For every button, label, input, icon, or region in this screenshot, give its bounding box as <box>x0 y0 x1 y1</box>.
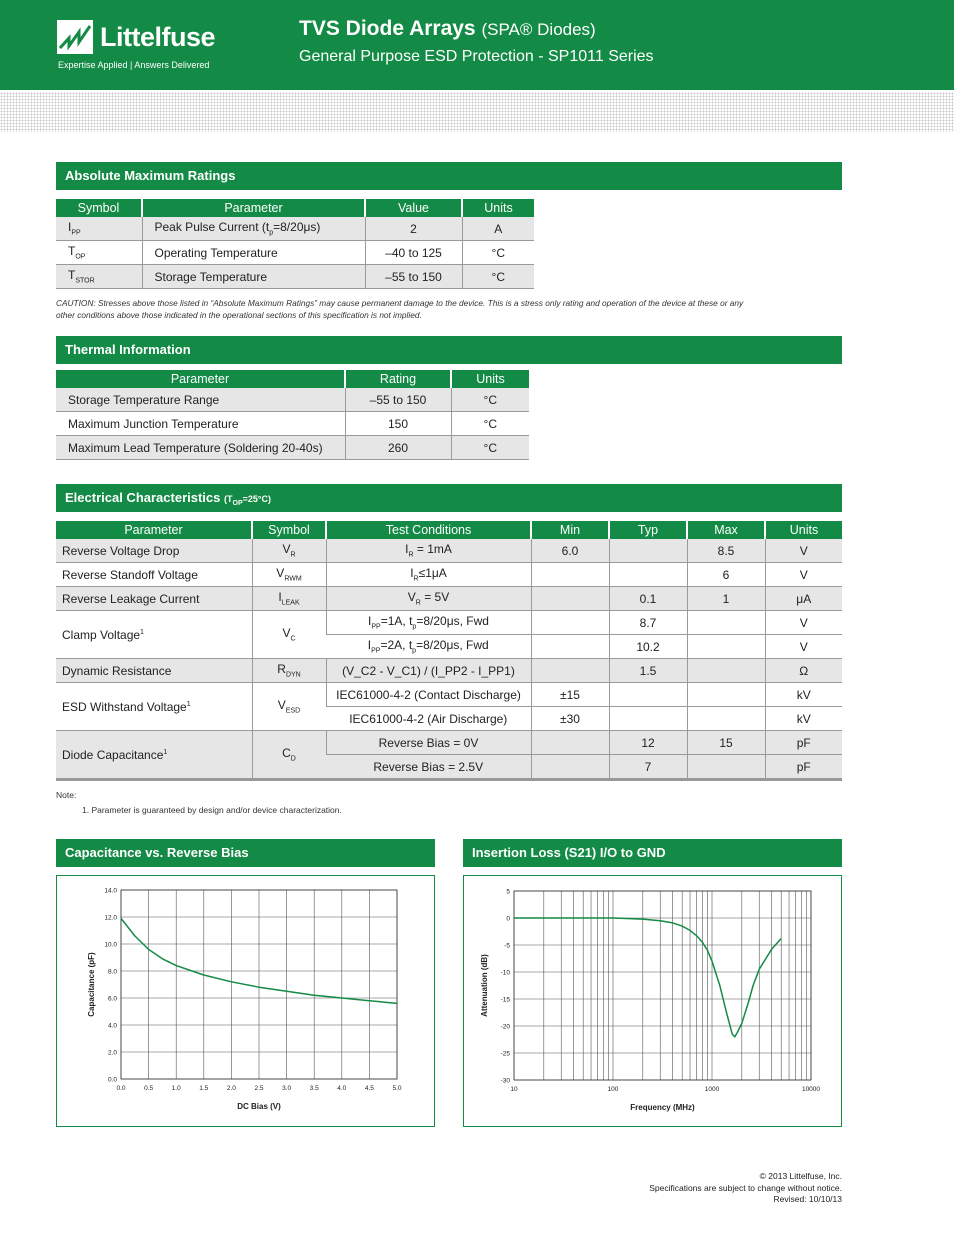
brand-name: Littelfuse <box>100 22 216 52</box>
table-row <box>56 563 842 587</box>
x-axis-label: Frequency (MHz) <box>630 1103 695 1112</box>
units-cell: kV <box>765 707 842 731</box>
y-tick-label: 10.0 <box>104 941 117 949</box>
dot-pattern-band <box>0 92 954 132</box>
x-tick-label: 5.0 <box>392 1085 402 1092</box>
parameter-cell: Maximum Lead Temperature (Soldering 20-40s) <box>56 436 345 460</box>
x-tick-label: 1.5 <box>199 1085 209 1092</box>
max-cell <box>687 659 765 683</box>
units-cell: V <box>765 539 842 563</box>
units-cell: °C <box>462 241 534 265</box>
table-row <box>56 731 842 755</box>
x-tick-label: 1000 <box>704 1086 720 1093</box>
condition-cell: Reverse Bias = 2.5V <box>326 755 531 780</box>
condition-cell: (V_C2 - V_C1) / (I_PP2 - I_PP1) <box>326 659 531 683</box>
condition-cell: IEC61000-4-2 (Air Discharge) <box>326 707 531 731</box>
insertion-loss-chart-frame <box>463 875 842 1127</box>
rating-cell: 260 <box>345 436 451 460</box>
units-cell: V <box>765 611 842 635</box>
table-row <box>56 436 529 460</box>
col-header: Min <box>531 521 609 539</box>
rating-cell: 150 <box>345 412 451 436</box>
units-cell: Ω <box>765 659 842 683</box>
col-header: Parameter <box>142 199 365 217</box>
symbol-cell: $V_{ESD}$ <box>252 683 326 731</box>
min-cell: ±30 <box>531 707 609 731</box>
col-header: Parameter <box>56 370 345 388</box>
table-row <box>56 611 842 635</box>
units-cell: pF <box>765 731 842 755</box>
units-cell: V <box>765 563 842 587</box>
y-tick-label: 5 <box>506 888 510 896</box>
typ-cell <box>609 563 687 587</box>
col-header: Typ <box>609 521 687 539</box>
table-row <box>56 683 842 707</box>
parameter-cell: Maximum Junction Temperature <box>56 412 345 436</box>
max-cell <box>687 683 765 707</box>
col-header: Symbol <box>56 199 142 217</box>
col-header: Units <box>451 370 529 388</box>
units-cell: A <box>462 217 534 241</box>
plot-frame <box>514 891 811 1080</box>
table-row <box>56 587 842 611</box>
table-row <box>56 241 534 265</box>
units-cell: kV <box>765 683 842 707</box>
condition-cell: $I_R\le 1\mu A$ <box>326 563 531 587</box>
table-row <box>56 539 842 563</box>
max-cell: 15 <box>687 731 765 755</box>
section-heading-thermal: Thermal Information <box>56 336 842 364</box>
condition-cell: $I_{PP}=2A$, $t_p=8/20\mu s$, Fwd <box>326 635 531 659</box>
max-cell <box>687 755 765 780</box>
min-cell <box>531 635 609 659</box>
max-cell: 6 <box>687 563 765 587</box>
x-axis-label: DC Bias (V) <box>237 1102 281 1111</box>
y-tick-label: 6.0 <box>107 995 117 1003</box>
condition-cell: Reverse Bias = 0V <box>326 731 531 755</box>
y-tick-label: -30 <box>500 1077 510 1085</box>
x-tick-label: 4.0 <box>337 1085 347 1092</box>
value-cell: 2 <box>365 217 462 241</box>
table-row <box>56 659 842 683</box>
y-tick-label: -5 <box>504 942 510 950</box>
value-cell: –55 to 150 <box>365 265 462 289</box>
value-cell: –40 to 125 <box>365 241 462 265</box>
page-footer <box>649 1171 842 1206</box>
typ-cell <box>609 683 687 707</box>
parameter-cell: Reverse Leakage Current <box>56 587 252 611</box>
y-tick-label: -20 <box>500 1023 510 1031</box>
units-cell: μA <box>765 587 842 611</box>
max-cell: 1 <box>687 587 765 611</box>
units-cell: °C <box>462 265 534 289</box>
x-tick-label: 10 <box>510 1086 518 1093</box>
y-axis-label: Capacitance (pF) <box>87 952 96 1017</box>
units-cell: °C <box>451 436 529 460</box>
col-header: Symbol <box>252 521 326 539</box>
revision-date: Revised: 10/10/13 <box>773 1194 842 1204</box>
section-heading-amr: Absolute Maximum Ratings <box>56 162 842 190</box>
min-cell <box>531 611 609 635</box>
condition-cell: $I_R = 1mA$ <box>326 539 531 563</box>
section-heading-insertion-loss-chart: Insertion Loss (S21) I/O to GND <box>463 839 842 867</box>
min-cell: ±15 <box>531 683 609 707</box>
col-header: Rating <box>345 370 451 388</box>
typ-cell: 12 <box>609 731 687 755</box>
symbol-cell: $V_C$ <box>252 611 326 659</box>
units-cell: °C <box>451 412 529 436</box>
y-tick-label: 12.0 <box>104 914 117 922</box>
x-tick-label: 2.0 <box>226 1085 236 1092</box>
note-text: 1. Parameter is guaranteed by design and/or device characterization. <box>82 805 342 815</box>
x-tick-label: 10000 <box>801 1086 821 1093</box>
typ-cell <box>609 707 687 731</box>
max-cell <box>687 635 765 659</box>
symbol-cell: $V_R$ <box>252 539 326 563</box>
parameter-cell: Storage Temperature Range <box>56 388 345 412</box>
amr-table <box>56 199 534 289</box>
thermal-table <box>56 370 529 460</box>
parameter-cell: Dynamic Resistance <box>56 659 252 683</box>
y-tick-label: 2.0 <box>107 1049 117 1057</box>
condition-cell: IEC61000-4-2 (Contact Discharge) <box>326 683 531 707</box>
condition-cell: $I_{PP}=1A$, $t_p=8/20\mu s$, Fwd <box>326 611 531 635</box>
units-cell: V <box>765 635 842 659</box>
typ-cell: 0.1 <box>609 587 687 611</box>
min-cell <box>531 755 609 780</box>
parameter-cell: Diode Capacitance$^1$ <box>56 731 252 780</box>
col-header: Units <box>462 199 534 217</box>
y-tick-label: -25 <box>500 1050 510 1058</box>
x-tick-label: 3.0 <box>282 1085 292 1092</box>
max-cell: 8.5 <box>687 539 765 563</box>
copyright: © 2013 Littelfuse, Inc. <box>759 1171 842 1181</box>
parameter-cell: Reverse Voltage Drop <box>56 539 252 563</box>
y-tick-label: 0 <box>506 915 510 923</box>
typ-cell: 8.7 <box>609 611 687 635</box>
table-row <box>56 412 529 436</box>
col-header: Units <box>765 521 842 539</box>
typ-cell: 1.5 <box>609 659 687 683</box>
typ-cell: 10.2 <box>609 635 687 659</box>
parameter-cell: Reverse Standoff Voltage <box>56 563 252 587</box>
y-tick-label: -15 <box>500 996 510 1004</box>
x-tick-label: 3.5 <box>309 1085 319 1092</box>
littelfuse-logo-icon <box>57 20 93 54</box>
min-cell <box>531 659 609 683</box>
parameter-cell: Storage Temperature <box>142 265 365 289</box>
x-tick-label: 1.0 <box>171 1085 181 1092</box>
symbol-cell: $T_{STOR}$ <box>56 265 142 289</box>
min-cell <box>531 731 609 755</box>
y-tick-label: 4.0 <box>107 1022 117 1030</box>
typ-cell <box>609 539 687 563</box>
typ-cell: 7 <box>609 755 687 780</box>
parameter-cell: Clamp Voltage$^1$ <box>56 611 252 659</box>
symbol-cell: $C_D$ <box>252 731 326 780</box>
caution-text: CAUTION: Stresses above those listed in “Absolute Maximum Ratings” may cause permanent damage to the device. This is a stress only rating and operation of the device at these or any other conditions above those indicated in the operational sections of this specification is not implied. <box>56 298 744 320</box>
col-header: Parameter <box>56 521 252 539</box>
min-cell <box>531 587 609 611</box>
table-row <box>56 388 529 412</box>
section-heading-capacitance-chart: Capacitance vs. Reverse Bias <box>56 839 435 867</box>
min-cell <box>531 563 609 587</box>
insertion-loss-chart <box>464 876 841 1126</box>
x-tick-label: 100 <box>607 1086 619 1093</box>
parameter-cell: Operating Temperature <box>142 241 365 265</box>
symbol-cell: $I_{LEAK}$ <box>252 587 326 611</box>
col-header: Value <box>365 199 462 217</box>
y-tick-label: 8.0 <box>107 968 117 976</box>
col-header: Test Conditions <box>326 521 531 539</box>
capacitance-chart <box>57 876 434 1126</box>
symbol-cell: $T_{OP}$ <box>56 241 142 265</box>
condition-cell: $V_R = 5V$ <box>326 587 531 611</box>
x-tick-label: 0.0 <box>116 1085 126 1092</box>
symbol-cell: $R_{DYN}$ <box>252 659 326 683</box>
rating-cell: –55 to 150 <box>345 388 451 412</box>
page-title: TVS Diode Arrays (SPA® Diodes) <box>299 17 596 40</box>
series-line <box>514 918 781 1037</box>
electrical-table <box>56 521 842 781</box>
y-tick-label: 14.0 <box>104 887 117 895</box>
table-row <box>56 217 534 241</box>
page-subtitle: General Purpose ESD Protection - SP1011 Series <box>299 48 654 65</box>
units-cell: pF <box>765 755 842 780</box>
x-tick-label: 0.5 <box>144 1085 154 1092</box>
section-heading-electrical: Electrical Characteristics $(T_{OP}=25^\circ C)$ <box>56 484 842 512</box>
y-axis-label: Attenuation (dB) <box>480 954 489 1017</box>
symbol-cell: $I_{PP}$ <box>56 217 142 241</box>
parameter-cell: Peak Pulse Current $(t_p=8/20\mu s)$ <box>142 217 365 241</box>
units-cell: °C <box>451 388 529 412</box>
x-tick-label: 2.5 <box>254 1085 264 1092</box>
parameter-cell: ESD Withstand Voltage$^1$ <box>56 683 252 731</box>
brand-tagline: Expertise Applied | Answers Delivered <box>58 60 210 70</box>
note-label: Note: <box>56 790 77 800</box>
x-tick-label: 4.5 <box>364 1085 374 1092</box>
disclaimer: Specifications are subject to change without notice. <box>649 1182 842 1193</box>
col-header: Max <box>687 521 765 539</box>
capacitance-chart-frame <box>56 875 435 1127</box>
symbol-cell: $V_{RWM}$ <box>252 563 326 587</box>
page-header <box>0 0 954 90</box>
y-tick-label: 0.0 <box>107 1076 117 1084</box>
y-tick-label: -10 <box>500 969 510 977</box>
min-cell: 6.0 <box>531 539 609 563</box>
max-cell <box>687 611 765 635</box>
max-cell <box>687 707 765 731</box>
table-row <box>56 265 534 289</box>
